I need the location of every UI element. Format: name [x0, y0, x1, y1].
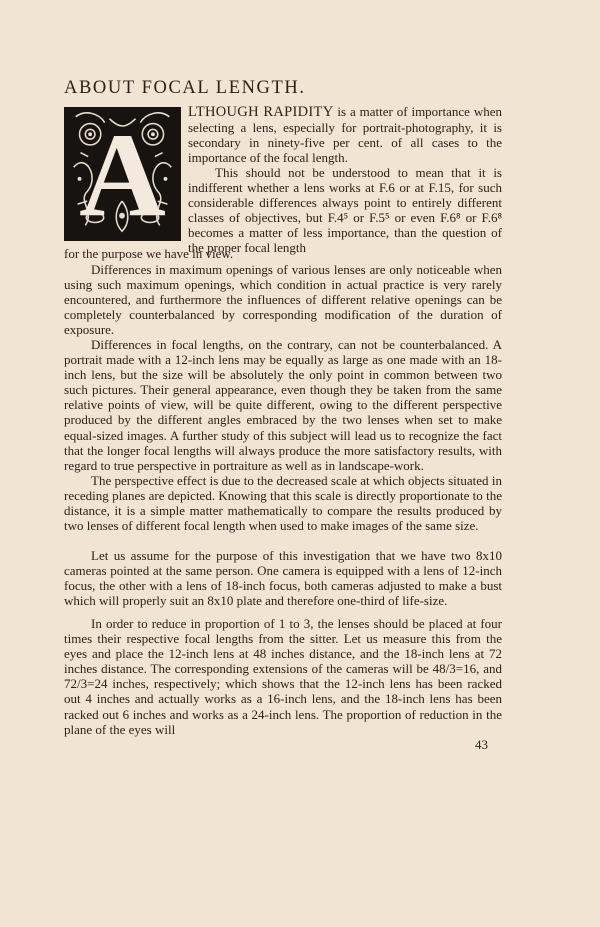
- lead-paragraph: [188, 104, 502, 165]
- lead-small-caps: LTHOUGH RAPIDITY: [188, 104, 334, 120]
- paragraph-5: Let us assume for the purpose of this investigation that we have two 8x10 cameras pointed at the same person. One camera is equipped with a lens of 12-inch focus, the other with a lens of 18-inch focus, both cameras adjusted to make a bust which will properly suit an 8x10 plate and therefore one-third of life-size.: [64, 548, 502, 609]
- paragraph-4: The perspective effect is due to the decreased scale at which objects situated in receding planes are depicted. Knowing that this scale is directly proportionate to the distance, it is a simple matter mathematically to compare the results produced by two lenses of different focal length when used to make images of the same size.: [64, 473, 502, 534]
- lead-text: is a matter of importance when selecting a lens, especially for portrait-photography, it is secondary in ninety-five per cent. of all cases to the importance of the focal length.: [188, 104, 502, 166]
- paragraph-6: In order to reduce in proportion of 1 to 3, the lenses should be placed at four times their respective focal lengths from the sitter. Let us measure this from the eyes and place the 12-inch lens at 48 inches distance, and the 18-inch lens at 72 inches distance. The corresponding extensions of the cameras will be 48/3=16, and 72/3=24 inches, respectively; which shows that the 12-inch lens has been racked out 4 inches and actually works as a 16-inch lens, and the 18-inch lens has been racked out 6 inches and works as a 24-inch lens. The proportion of reduction in the plane of the eyes will: [64, 616, 502, 737]
- paragraph-3: Differences in focal lengths, on the contrary, can not be counterbalanced. A portrait made with a 12-inch lens may be equally as large as one made with an 18-inch lens, but the size will be absolutely the only point in common between two such pictures. Their general appearance, even though they be taken from the same relative points of view, will be quite different, owing to the different perspective produced by the different angles embraced by the two lenses when set to make equal-sized images. A further study of this subject will lead us to recognize the fact that the longer focal lengths will always produce the more satisfactory results, with regard to true perspective in portraiture as well as in landscape-work.: [64, 337, 502, 473]
- drop-cap-letter: A: [79, 108, 166, 241]
- paragraph-1-wrapped: This should not be understood to mean that it is indifferent whether a lens works at F.6 or at F.15, for such considerable differences always point to entirely different classes of objectives, but F.4⁵ or F.5⁵ or even F.6⁸ or F.6⁸ becomes a matter of less importance, than the question of the proper focal length: [188, 165, 502, 256]
- paragraph-2: Differences in maximum openings of various lenses are only noticeable when using such maximum openings, which condition in actual practice is very rarely encountered, and furthermore the influences of different relative openings can be completely counterbalanced by corresponding modification of the duration of exposure.: [64, 262, 502, 338]
- drop-cap-ornament: [64, 107, 181, 241]
- page-number: 43: [475, 737, 488, 752]
- page-title: ABOUT FOCAL LENGTH.: [64, 78, 306, 98]
- paragraph-1-tail: for the purpose we have in view.: [64, 246, 234, 261]
